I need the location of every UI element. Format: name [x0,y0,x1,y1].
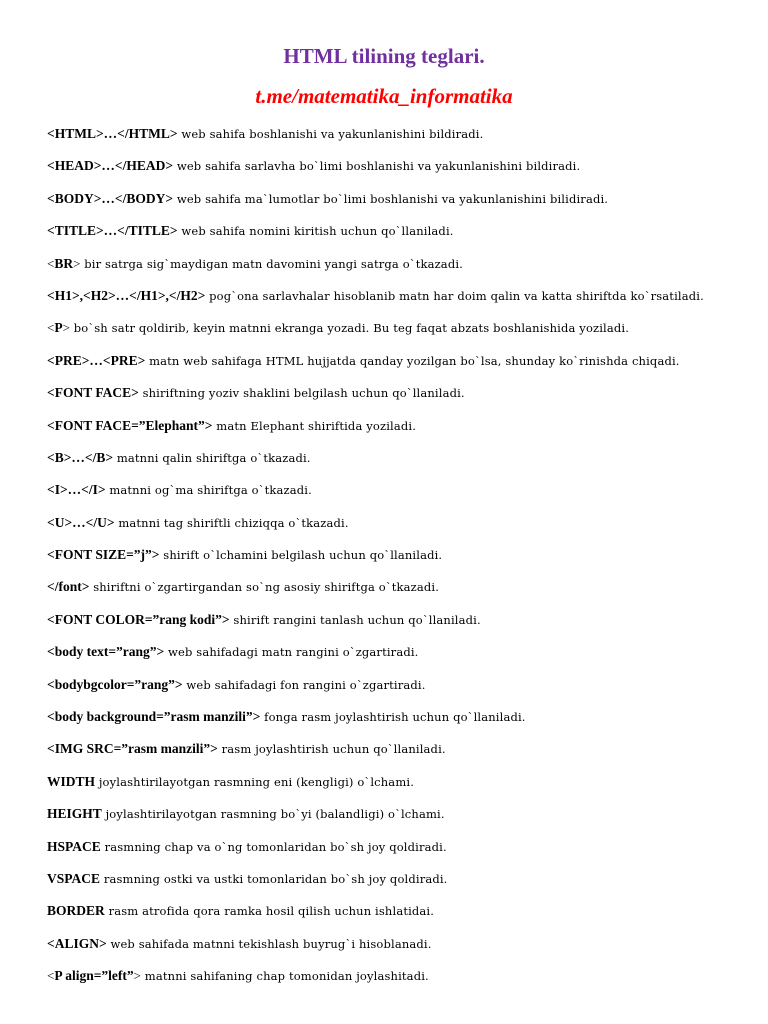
tag-definition-item [47,383,727,403]
tag-name: WIDTH [47,773,96,789]
tag-description: matnni og`ma shiriftga o`tkazadi. [105,483,312,498]
tag-definition-item [47,901,727,921]
page-title: HTML tilining teglari. [283,44,485,68]
tag-name: HSPACE [47,838,101,854]
tag-name: HEIGHT [47,806,102,822]
tag-name: <I>…</I> [47,482,106,498]
tag-definition-item [47,772,727,792]
tag-description: joylashtirilayotgan rasmning eni (kengligi) o`lchami. [95,774,415,789]
tag-suffix: > [73,255,81,271]
tag-description: fonga rasm joylashtirish uchun qo`llaniladi. [260,710,526,725]
tag-name: VSPACE [47,870,101,886]
tag-name: <bodybgcolor=”rang”> [47,676,183,692]
tag-description: matnni tag shiriftli chiziqqa o`tkazadi. [114,515,349,530]
tag-suffix: > [62,320,70,336]
tag-definition-item [47,286,727,306]
tag-description: matnni sahifaning chap tomonidan joylashitadi. [141,969,429,984]
tag-description: matn web sahifaga HTML hujjatda qanday yozilgan bo`lsa, shunday ko`rinishda chiqadi. [145,353,680,368]
tag-name: P align=”left” [54,968,134,984]
tag-definition-item [47,707,727,727]
tag-definition-item [47,837,727,857]
tag-definition-item [47,934,727,954]
tag-name: <HEAD>…</HEAD> [47,158,174,174]
tag-description: web sahifa ma`lumotlar bo`limi boshlanishi va yakunlanishini bilidiradi. [173,191,609,206]
tag-definition-item [47,804,727,824]
tag-name: <body background=”rasm manzili”> [47,709,261,725]
tag-definition-item [47,513,727,533]
tag-name: BORDER [47,903,105,919]
tag-definition-item [47,480,727,500]
tag-name: <body text=”rang”> [47,644,165,660]
tag-description: rasmning ostki va ustki tomonlaridan bo`sh joy qoldiradi. [100,871,448,886]
tag-definition-item [47,254,727,274]
tag-definition-item [47,739,727,759]
tag-name: <PRE>…<PRE> [47,352,146,368]
tag-name: <IMG SRC=”rasm manzili”> [47,741,218,757]
page-subtitle-link: t.me/matematika_informatika [255,84,513,108]
tag-name: <U>…</U> [47,514,115,530]
tag-description: shiriftning yoziv shaklini belgilash uchun qo`llaniladi. [138,386,465,401]
tag-definition-item [47,610,727,630]
tag-suffix: > [133,968,141,984]
tag-prefix: < [47,320,55,336]
tag-description: web sahifadagi matn rangini o`zgartiradi. [164,645,419,660]
tag-description: shiriftni o`zgartirgandan so`ng asosiy shiriftga o`tkazadi. [89,580,440,595]
tag-description: matn Elephant shiriftida yoziladi. [212,418,416,433]
tag-definition-item [47,642,727,662]
tag-name: <FONT FACE=”Elephant”> [47,417,213,433]
tag-description: web sahifa sarlavha bo`limi boshlanishi va yakunlanishini bildiradi. [173,159,581,174]
tag-description: web sahifada matnni tekishlash buyrug`i hisoblanadi. [106,936,432,951]
tag-description: web sahifa nomini kiritish uchun qo`llaniladi. [177,224,454,239]
tag-prefix: < [47,255,55,271]
tag-description: joylashtirilayotgan rasmning bo`yi (balandligi) o`lchami. [101,807,445,822]
tag-name: <H1>,<H2>…</H1>,</H2> [47,287,206,303]
tag-description: rasmning chap va o`ng tomonlaridan bo`sh joy qoldiradi. [100,839,447,854]
tag-definition-item [47,156,727,176]
tag-prefix: < [47,968,55,984]
tag-definition-item [47,869,727,889]
tag-definition-list [47,124,727,999]
tag-name: BR [54,255,74,271]
tag-description: web sahifa boshlanishi va yakunlanishini bildiradi. [177,127,484,141]
tag-description: shirift rangini tanlash uchun qo`llaniladi. [229,612,481,627]
tag-description: pog`ona sarlavhalar hisoblanib matn har doim qalin va katta shiriftda ko`rsatiladi. [205,288,704,303]
tag-description: bir satrga sig`maydigan matn davomini yangi satrga o`tkazadi. [80,256,463,271]
tag-name: <FONT COLOR=”rang kodi”> [47,611,230,627]
tag-name: <ALIGN> [47,935,107,951]
tag-description: web sahifadagi fon rangini o`zgartiradi. [182,677,426,692]
tag-description: matnni qalin shiriftga o`tkazadi. [113,450,311,465]
tag-name: <FONT SIZE=”j”> [47,547,160,563]
tag-description: shirift o`lchamini belgilash uchun qo`llaniladi. [159,548,443,563]
tag-definition-item [47,318,727,338]
tag-definition-item [47,675,727,695]
tag-definition-item [47,221,727,241]
tag-name: <TITLE>…</TITLE> [47,223,178,239]
tag-name: <HTML>…</HTML> [47,126,178,141]
tag-definition-item [47,124,727,144]
tag-definition-item [47,189,727,209]
tag-description: bo`sh satr qoldirib, keyin matnni ekranga yozadi. Bu teg faqat abzats boshlanishida yoziladi. [69,321,630,336]
tag-name: </font> [47,579,90,595]
tag-definition-item [47,577,727,597]
tag-definition-item [47,351,727,371]
tag-definition-item [47,416,727,436]
tag-description: rasm joylashtirish uchun qo`llaniladi. [217,742,446,757]
tag-description: rasm atrofida qora ramka hosil qilish uchun ishlatidai. [104,904,435,919]
tag-name: P [54,320,63,336]
tag-name: <B>…</B> [47,449,114,465]
tag-name: <FONT FACE> [47,385,139,401]
tag-definition-item [47,448,727,468]
tag-definition-item [47,966,727,986]
tag-definition-item [47,545,727,565]
tag-name: <BODY>…</BODY> [47,190,174,206]
